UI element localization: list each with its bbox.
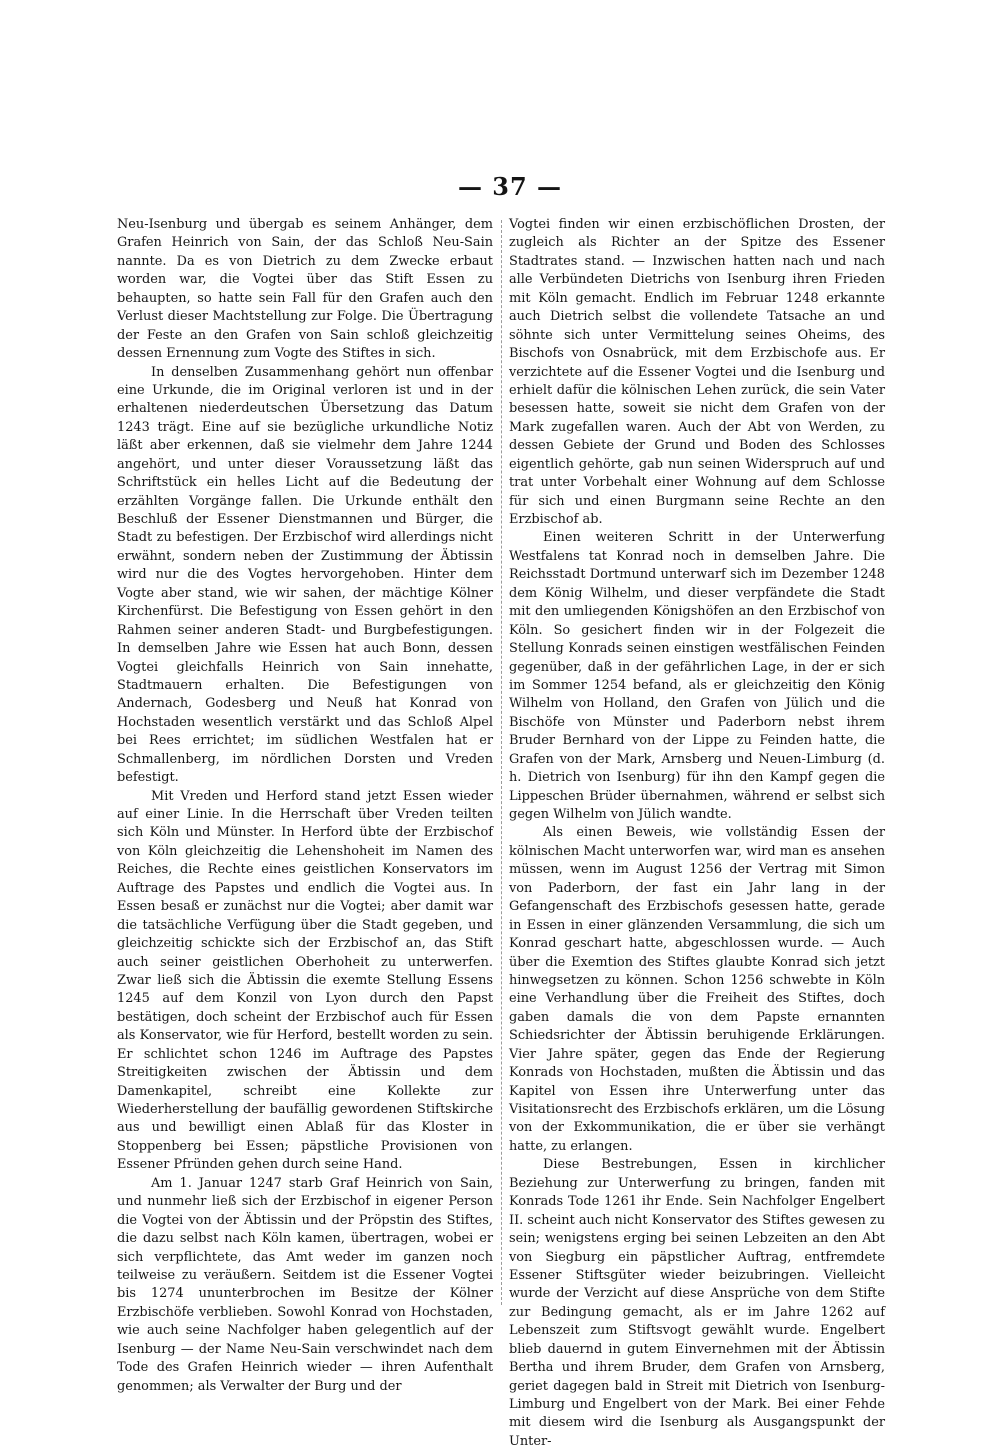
paragraph: Einen weiteren Schritt in der Unterwerfung Westfalens tat Konrad noch in demselben Jahre. Die Reichsstadt Dortmund unterwarf sich im Dezember 1248 dem König Wilhelm, und dieser verpfändete die Stadt mit den umliegenden Königshöfen an den Erzbischof von Köln. So gesichert finden wir in der Folgezeit die Stellung Konrads seinen einstigen westfälischen Feinden gegenüber, daß in der gefährlichen Lage, in der er sich im Sommer 1254 befand, als er gleichzeitig den König Wilhelm von Holland, den Grafen von Jülich und die Bischöfe von Münster und Paderborn nebst ihrem Bruder Bernhard von der Lippe zu Feinden hatte, die Grafen von der Mark, Arnsberg und Neuen-Limburg (d. h. Dietrich von Isenburg) für ihn den Kampf gegen die Lippeschen Brüder übernahmen, während er selbst sich gegen Wilhelm von Jülich wandte. bbox=[509, 530, 885, 822]
page-number: — 37 — bbox=[457, 172, 563, 201]
column-divider bbox=[501, 220, 502, 1305]
paragraph: Vogtei finden wir einen erzbischöflichen Drosten, der zugleich als Richter an der Spitze des Essener Stadtrates stand. — Inzwischen hatten nach und nach alle Verbündeten Dietrichs von Isenburg ihren Frieden mit Köln gemacht. Endlich im Februar 1248 erkannte auch Dietrich selbst die vollendete Tatsache an und söhnte sich unter Vermittelung seines Oheims, des Bischofs von Osnabrück, mit dem Erzbischofe aus. Er verzichtete auf die Essener Vogtei und die Isenburg und erhielt dafür die kölnischen Lehen zurück, die sein Vater besessen hatte, soweit sie nicht dem Grafen von der Mark zugefallen waren. Auch der Abt von Werden, zu dessen Gebiete der Grund und Boden des Schlosses eigentlich gehörte, gab nun seinen Widerspruch auf und trat unter Vorbehalt einer Wohnung auf dem Schlosse für sich und einen Burgmann seine Rechte an den Erzbischof ab. bbox=[509, 217, 885, 527]
left-column bbox=[117, 216, 493, 1396]
paragraph: Diese Bestrebungen, Essen in kirchlicher Beziehung zur Unterwerfung zu bringen, fanden mit Konrads Tode 1261 ihr Ende. Sein Nachfolger Engelbert II. scheint auch nicht Konservator des Stiftes gewesen zu sein; wenigstens erging bei seinen Lebzeiten an den Abt von Siegburg ein päpstlicher Auftrag, entfremdete Essener Stiftsgüter wieder beizubringen. Vielleicht wurde der Verzicht auf diese Ansprüche von dem Stifte zur Bedingung gemacht, als er im Jahre 1262 auf Lebenszeit zum Stiftsvogt gewählt wurde. Engelbert blieb dauernd in gutem Einvernehmen mit der Äbtissin Bertha und ihrem Bruder, dem Grafen von Arnsberg, geriet dagegen bald in Streit mit Dietrich von Isenburg-Limburg und Engelbert von der Mark. Bei einer Fehde mit diesem wird die Isenburg als Ausgangspunkt der Unter- bbox=[509, 1157, 885, 1449]
paragraph: Als einen Beweis, wie vollständig Essen der kölnischen Macht unterworfen war, wird man es ansehen müssen, wenn im August 1256 der Vertrag mit Simon von Paderborn, der fast ein Jahr lang in der Gefangenschaft des Erzbischofs gesessen hatte, gerade in Essen in einer glänzenden Versammlung, die sich um Konrad geschart hatte, abgeschlossen wurde. — Auch über die Exemtion des Stiftes glaubte Konrad sich jetzt hinwegsetzen zu können. Schon 1256 schwebte in Köln eine Verhandlung über die Freiheit des Stiftes, doch gaben damals die von dem Papste ernannten Schiedsrichter der Äbtissin beruhigende Erklärungen. Vier Jahre später, gegen das Ende der Regierung Konrads von Hochstaden, mußten die Äbtissin und das Kapitel von Essen ihre Unterwerfung unter das Visitationsrecht des Erzbischofs erklären, um die Lösung von der Exkommunikation, die er über sie verhängt hatte, zu erlangen. bbox=[509, 825, 885, 1154]
paragraph: Mit Vreden und Herford stand jetzt Essen wieder auf einer Linie. In die Herrschaft über Vreden teilten sich Köln und Münster. In Herford übte der Erzbischof von Köln gleichzeitig die Lehenshoheit im Namen des Reiches, die Rechte eines geistlichen Konservators im Auftrage des Papstes und endlich die Vogtei aus. In Essen besaß er zunächst nur die Vogtei; aber damit war die tatsächliche Verfügung über die Stadt gegeben, und gleichzeitig schickte sich der Erzbischof an, das Stift auch seiner geistlichen Oberhoheit zu unterwerfen. Zwar ließ sich die Äbtissin die exemte Stellung Essens 1245 auf dem Konzil von Lyon durch den Papst bestätigen, doch scheint der Erzbischof auch für Essen als Konservator, wie für Herford, bestellt worden zu sein. Er schlichtet schon 1246 im Auftrage des Papstes Streitigkeiten zwischen der Äbtissin und dem Damenkapitel, schreibt eine Kollekte zur Wiederherstellung der baufällig gewordenen Stiftskirche aus und bewilligt einen Ablaß für das Kloster in Stoppenberg bei Essen; päpstliche Provisionen von Essener Pfründen gehen durch seine Hand. bbox=[117, 788, 493, 1173]
right-column bbox=[509, 216, 885, 1451]
paragraph: Am 1. Januar 1247 starb Graf Heinrich von Sain, und nunmehr ließ sich der Erzbischof in eigener Person die Vogtei von der Äbtissin und der Pröpstin des Stiftes, die dazu selbst nach Köln kamen, übertragen, wobei er sich verpflichtete, das Amt weder im ganzen noch teilweise zu veräußern. Seitdem ist die Essener Vogtei bis 1274 ununterbrochen im Besitze der Kölner Erzbischöfe verblieben. Sowohl Konrad von Hochstaden, wie auch seine Nachfolger haben gelegentlich auf der Isenburg — der Name Neu-Sain verschwindet nach dem Tode des Grafen Heinrich wieder — ihren Aufenthalt genommen; als Verwalter der Burg und der bbox=[117, 1175, 493, 1394]
paragraph: In denselben Zusammenhang gehört nun offenbar eine Urkunde, die im Original verloren ist und in der erhaltenen niederdeutschen Übersetzung das Datum 1243 trägt. Eine auf sie bezügliche urkundliche Notiz läßt aber erkennen, daß sie vielmehr dem Jahre 1244 angehört, und unter dieser Voraussetzung läßt das Schriftstück ein helles Licht auf die Bedeutung der erzählten Vorgänge fallen. Die Urkunde enthält den Beschluß der Essener Dienstmannen und Bürger, die Stadt zu befestigen. Der Erzbischof wird allerdings nicht erwähnt, sondern neben der Zustimmung der Äbtissin wird nur die des Vogtes hervorgehoben. Hinter dem Vogte aber stand, wie wir sahen, der mächtige Kölner Kirchenfürst. Die Befestigung von Essen gehört in den Rahmen seiner anderen Stadt- und Burgbefestigungen. In demselben Jahre wie Essen hat auch Bonn, dessen Vogtei gleichfalls Heinrich von Sain innehatte, Stadtmauern erhalten. Die Befestigungen von Andernach, Godesberg und Neuß hat Konrad von Hochstaden wesentlich verstärkt und das Schloß Alpel bei Rees errichtet; im südlichen Westfalen hat er Schmallenberg, im nördlichen Dorsten und Vreden befestigt. bbox=[117, 364, 493, 786]
paragraph: Neu-Isenburg und übergab es seinem Anhänger, dem Grafen Heinrich von Sain, der das Schloß Neu-Sain nannte. Da es von Dietrich zu dem Zwecke erbaut worden war, die Vogtei über das Stift Essen zu behaupten, so hatte sein Fall für den Grafen auch den Verlust dieser Machtstellung zur Folge. Die Übertragung der Feste an den Grafen von Sain schloß gleichzeitig dessen Ernennung zum Vogte des Stiftes in sich. bbox=[117, 217, 493, 362]
